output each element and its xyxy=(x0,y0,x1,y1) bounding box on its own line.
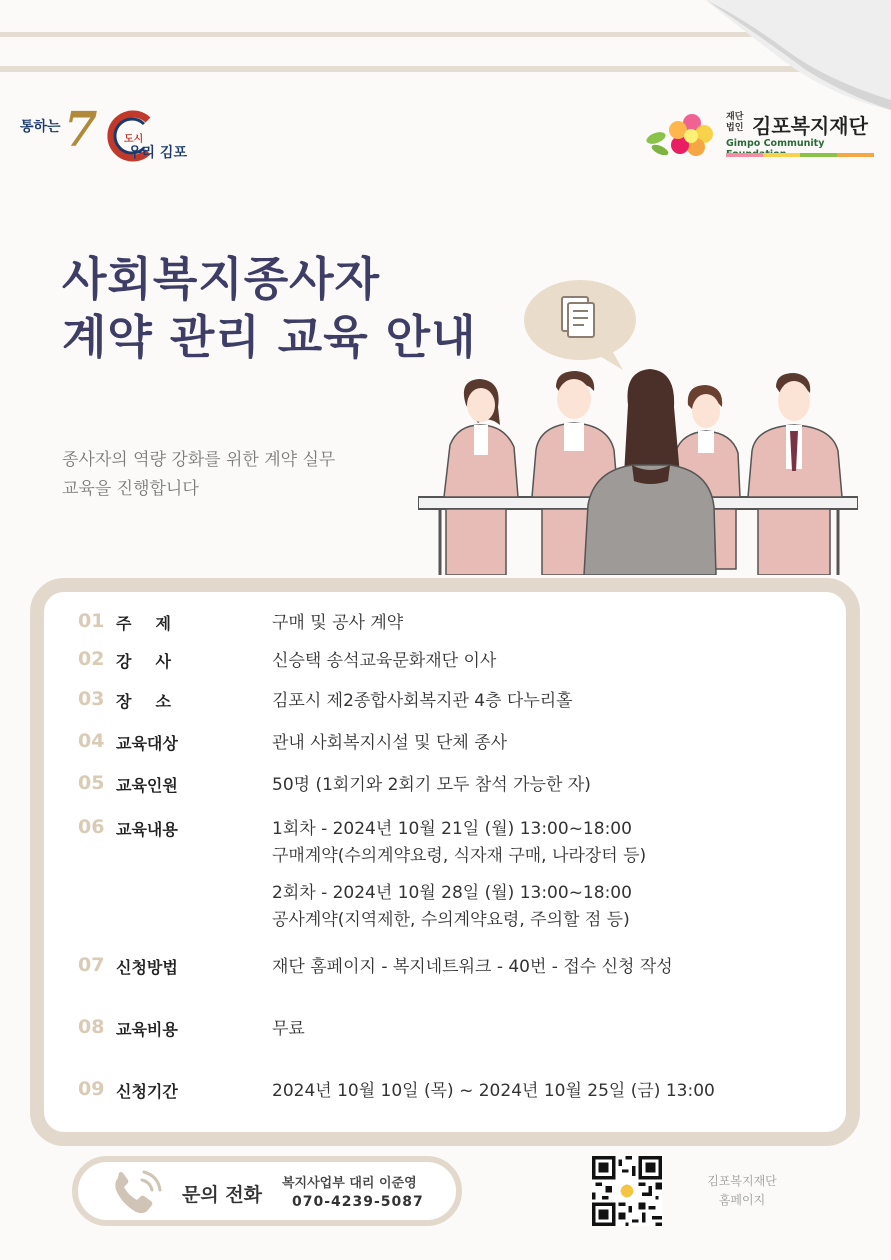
foundation-logo xyxy=(644,108,880,164)
session-1-line-1: 1회차 - 2024년 10월 21일 (월) 13:00~18:00 xyxy=(272,819,632,839)
info-box xyxy=(30,578,860,1146)
person-1 xyxy=(444,379,518,575)
phone-icon xyxy=(108,1168,168,1218)
row-label: 신청방법 xyxy=(116,958,178,977)
row-number: 05 xyxy=(78,772,105,794)
row-number: 07 xyxy=(78,954,105,976)
row-value: 무료 xyxy=(272,1019,305,1039)
row-value: 김포시 제2종합사회복지관 4층 다누리홀 xyxy=(272,691,573,711)
session-1-line-2: 구매계약(수의계약요령, 식자재 구매, 나라장터 등) xyxy=(272,846,647,866)
session-2-line-2: 공사계약(지역제한, 수의계약요령, 주의할 점 등) xyxy=(272,910,630,930)
subtitle-line-1: 종사자의 역량 강화를 위한 계약 실무 xyxy=(62,450,336,470)
page-title xyxy=(62,250,477,366)
row-number: 04 xyxy=(78,730,105,752)
contact-phone[interactable]: 070-4239-5087 xyxy=(292,1194,424,1210)
qr-code-icon[interactable] xyxy=(592,1156,662,1226)
row-label: 교육내용 xyxy=(116,820,178,839)
row-value-sessions xyxy=(272,816,646,934)
foundation-name-en: Gimpo Community xyxy=(726,138,825,149)
row-number: 02 xyxy=(78,648,105,670)
document-icon xyxy=(562,297,594,337)
contact-box xyxy=(72,1156,462,1226)
row-label: 교육대상 xyxy=(116,734,178,753)
row-label: 장소 xyxy=(116,692,195,711)
subtitle-line-2: 교육을 진행합니다 xyxy=(62,479,199,499)
person-5 xyxy=(748,373,842,575)
logo-name: 우리 김포 xyxy=(128,145,187,161)
row-label: 신청기간 xyxy=(116,1082,178,1101)
row-number: 01 xyxy=(78,610,105,632)
page-curl-decor xyxy=(706,0,891,110)
logo-city: 도시 xyxy=(124,134,144,145)
title-line-1: 사회복지종사자 xyxy=(62,252,381,306)
row-number: 09 xyxy=(78,1078,105,1100)
flower-logo-icon xyxy=(644,110,720,160)
logo-prefix: 통하는 xyxy=(20,119,61,135)
foundation-name: 김포복지재단 xyxy=(752,114,868,138)
foundation-tag: 재단 법인 xyxy=(726,112,744,133)
row-number: 08 xyxy=(78,1016,105,1038)
meeting-illustration xyxy=(418,275,858,575)
row-number: 06 xyxy=(78,816,105,838)
title-line-2: 계약 관리 교육 안내 xyxy=(62,310,477,364)
qr-caption-line-1: 김포복지재단 xyxy=(707,1174,777,1188)
row-number: 03 xyxy=(78,688,105,710)
page-subtitle xyxy=(62,446,402,504)
qr-caption xyxy=(704,1172,780,1210)
foundation-color-bar xyxy=(726,153,874,157)
qr-caption-line-2: 홈페이지 xyxy=(718,1193,766,1207)
row-label: 교육인원 xyxy=(116,776,178,795)
row-label: 교육비용 xyxy=(116,1020,178,1039)
row-value: 신승택 송석교육문화재단 이사 xyxy=(272,651,497,671)
row-value: 50명 (1회기와 2회기 모두 참석 가능한 자) xyxy=(272,775,591,795)
row-value: 관내 사회복지시설 및 단체 종사 xyxy=(272,733,508,753)
session-2-line-1: 2회차 - 2024년 10월 28일 (월) 13:00~18:00 xyxy=(272,883,632,903)
row-label: 강사 xyxy=(116,652,195,671)
gimpo-city-logo xyxy=(20,102,220,164)
top-decor-line xyxy=(0,32,760,37)
contact-person: 복지사업부 대리 이준영 xyxy=(282,1176,417,1191)
contact-label: 문의 전화 xyxy=(182,1184,263,1206)
speech-bubble xyxy=(524,280,636,370)
row-label: 주제 xyxy=(116,614,195,633)
row-value: 2024년 10월 10일 (목) ~ 2024년 10월 25일 (금) 13:00 xyxy=(272,1081,715,1101)
logo-number: 7 xyxy=(64,102,98,158)
row-value: 재단 홈페이지 - 복지네트워크 - 40번 - 접수 신청 작성 xyxy=(272,957,673,977)
row-value: 구매 및 공사 계약 xyxy=(272,613,404,633)
